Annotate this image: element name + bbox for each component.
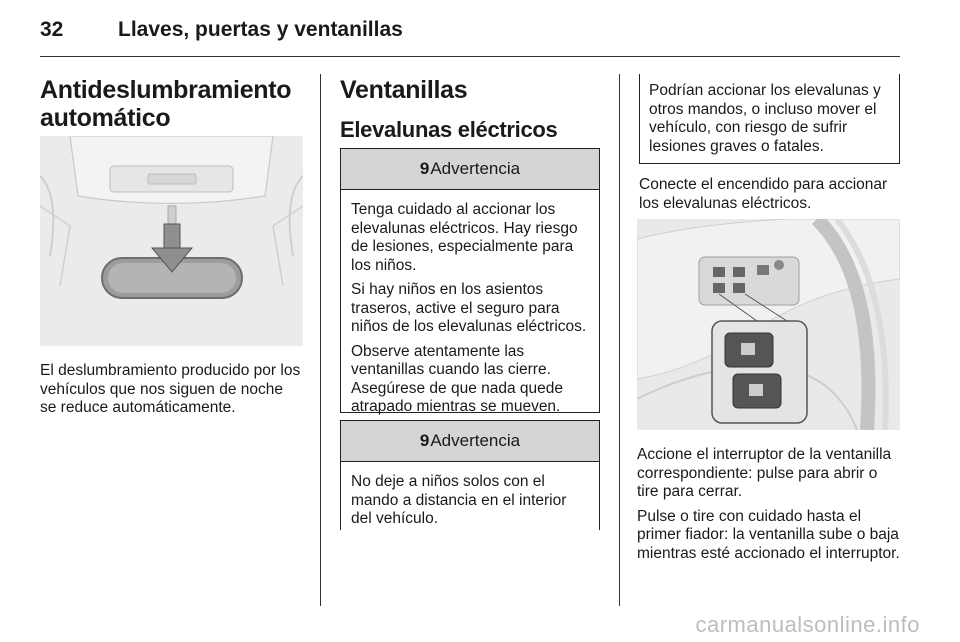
ignition-instruction: Conecte el encendido para accionar los elevalunas eléctricos. <box>639 176 888 212</box>
warning-header <box>341 149 599 190</box>
warning-box-continued: Podrían accionar los elevalunas y otros mandos, o incluso mover el vehículo, con riesgo de sufrir lesiones graves o fatales. <box>639 74 900 164</box>
column-divider-1 <box>320 74 321 606</box>
instruction-paragraph: Accione el interruptor de la ventanilla correspondiente: pulse para abrir o tire para cerrar. <box>637 446 892 500</box>
mirror-description: El deslumbramiento producido por los vehículos que nos siguen de noche se reduce automáticamente. <box>40 362 301 416</box>
running-title: Llaves, puertas y ventanillas <box>118 18 403 41</box>
warning-body <box>341 190 599 417</box>
warning-label: Advertencia <box>430 431 521 450</box>
warning-header <box>341 421 599 462</box>
subheading-elevalunas: Elevalunas eléctricos <box>340 117 558 142</box>
header-rule <box>40 56 900 57</box>
section-heading-ventanillas: Ventanillas <box>340 76 468 104</box>
warning-paragraph: No deje a niños solos con el mando a distancia en el interior del vehículo. <box>351 473 567 527</box>
warning-paragraph: Observe atentamente las ventanillas cuando las cierre. Asegúrese de que nada quede atrapado mientras se mueven. <box>351 342 564 415</box>
watermark: carmanualsonline.info <box>695 612 920 637</box>
warning-triangle-icon: 9 <box>419 159 430 178</box>
warning-box-1 <box>340 148 600 413</box>
mirror-illustration <box>40 136 303 346</box>
window-switch-illustration <box>637 219 900 430</box>
warning-triangle-icon: 9 <box>419 431 430 450</box>
page-number: 32 <box>40 18 64 41</box>
column-divider-2 <box>619 74 620 606</box>
warning-paragraph: Si hay niños en los asientos traseros, active el seguro para niños de los elevalunas eléctricos. <box>351 281 587 335</box>
window-instructions <box>637 446 901 569</box>
section-heading-antideslumbramiento: Antideslumbramiento automático <box>40 76 292 132</box>
warning-body <box>341 462 599 529</box>
warning-label: Advertencia <box>430 159 521 178</box>
instruction-paragraph: Pulse o tire con cuidado hasta el primer fiador: la ventanilla sube o baja mientras esté accionado el interruptor. <box>637 507 900 562</box>
warning-paragraph: Tenga cuidado al accionar los elevalunas eléctricos. Hay riesgo de lesiones, especialmente para los niños. <box>351 201 578 274</box>
warning-box-2 <box>340 420 600 530</box>
